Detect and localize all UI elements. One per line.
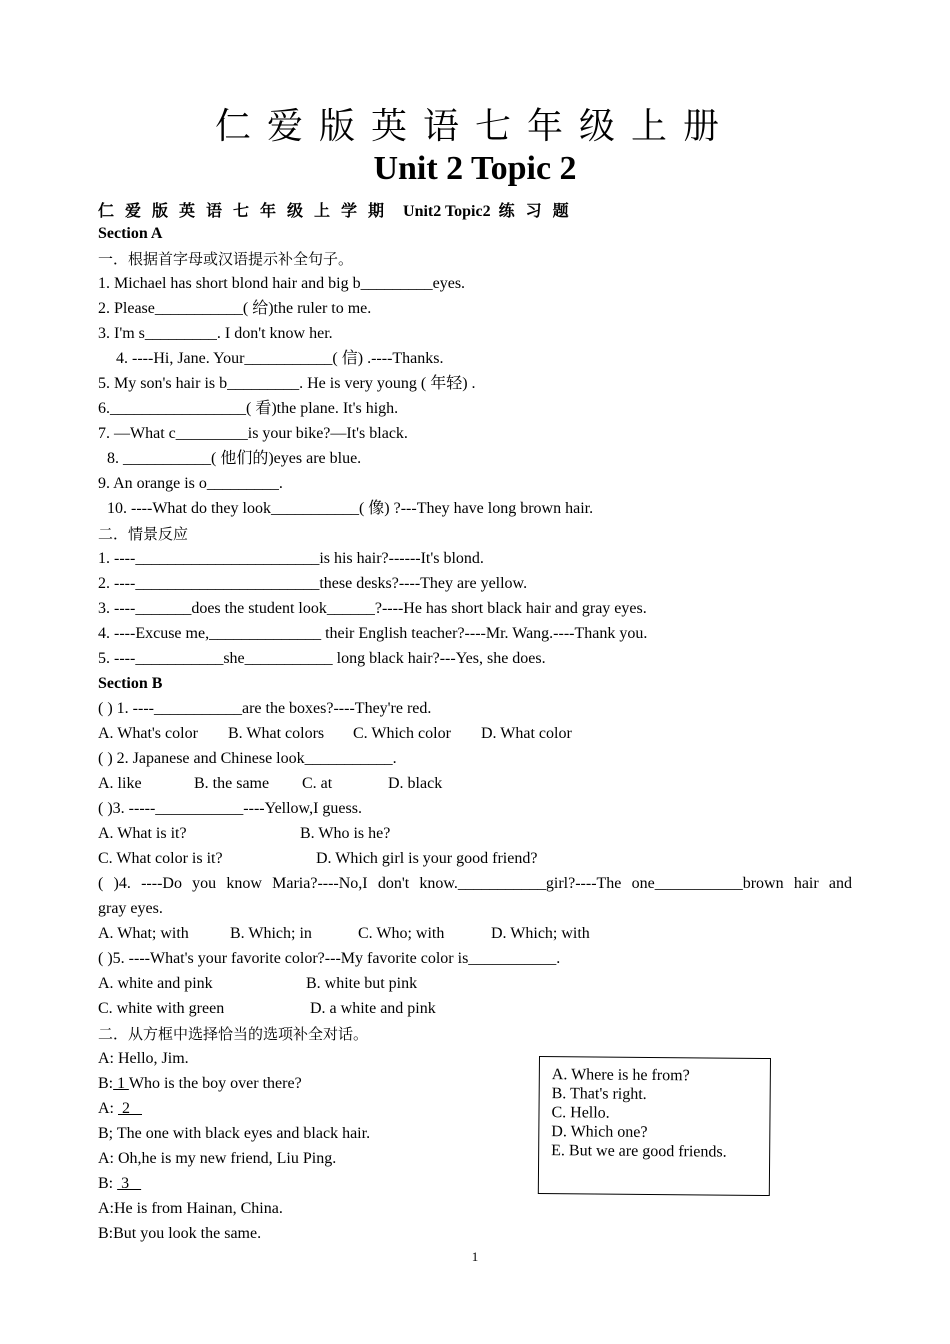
option: A. like: [98, 775, 142, 792]
subtitle-pre: 仁爱版英语七年级上学期: [98, 203, 396, 220]
option: D. What color: [481, 725, 572, 742]
option: D. Which; with: [491, 925, 590, 942]
option: D. Which girl is your good friend?: [316, 850, 538, 867]
part1-item: 1. Michael has short blond hair and big b_________eyes.: [98, 275, 466, 292]
box-option: E. But we are good friends.: [551, 1142, 727, 1161]
section-a-heading: Section A: [98, 225, 163, 242]
box-option: D. Which one?: [551, 1123, 648, 1141]
part1-item: 7. —What c_________is your bike?—It's black.: [98, 425, 408, 442]
option: B. Who is he?: [300, 825, 391, 842]
part2-item: 2. ----_______________________these desks?----They are yellow.: [98, 575, 528, 592]
option: A. What's color: [98, 725, 198, 742]
box-option: C. Hello.: [551, 1104, 610, 1122]
option: C. What color is it?: [98, 850, 223, 867]
option: A. What is it?: [98, 825, 187, 842]
blank-1: 1: [113, 1075, 129, 1092]
question-4: ( )4. ----Do you know Maria?----No,I don't know.___________girl?----The one___________brown hair and: [98, 875, 852, 892]
dialogue-line: [98, 1074, 302, 1094]
part3-heading: 二．从方框中选择恰当的选项补全对话。: [98, 1025, 369, 1043]
part1-item: 6._________________( 看)the plane. It's high.: [98, 400, 399, 417]
title-chinese: 仁爱版英语七年级上册: [214, 106, 735, 147]
option: B. white but pink: [306, 975, 418, 992]
part2-item: 1. ----_______________________is his hair?------It's blond.: [98, 550, 484, 567]
option: B. the same: [194, 775, 270, 792]
dialogue-line: [98, 1174, 141, 1194]
subtitle-mid: Unit2 Topic2: [403, 203, 491, 220]
option: C. Which color: [353, 725, 451, 742]
part2-item: 5. ----___________she___________ long black hair?---Yes, she does.: [98, 650, 546, 667]
section-b-heading: Section B: [98, 675, 163, 692]
option: A. white and pink: [98, 975, 213, 992]
option: B. Which; in: [230, 925, 312, 942]
part1-item: 5. My son's hair is b_________. He is very young ( 年轻) .: [98, 375, 476, 392]
part1-item: 3. I'm s_________. I don't know her.: [98, 325, 333, 342]
subtitle-post: 练习题: [498, 203, 580, 220]
question-4-cont: gray eyes.: [98, 900, 163, 917]
part2-item: 3. ----_______does the student look______?----He has short black hair and gray eyes.: [98, 600, 647, 617]
box-option: A. Where is he from?: [551, 1066, 690, 1085]
box-option: B. That's right.: [551, 1085, 647, 1103]
question-3: ( )3. -----___________----Yellow,I guess.: [98, 800, 362, 817]
blank-3: 3: [117, 1175, 142, 1192]
title-unit-topic: Unit 2 Topic 2: [373, 150, 577, 187]
dialogue-speaker: B:: [98, 1175, 118, 1192]
part1-item: 10. ----What do they look___________( 像) ?---They have long brown hair.: [107, 500, 594, 517]
dialogue-line: A:He is from Hainan, China.: [98, 1200, 283, 1217]
question-2: ( ) 2. Japanese and Chinese look___________.: [98, 750, 397, 767]
part1-item: 4. ----Hi, Jane. Your___________( 信) .----Thanks.: [116, 350, 444, 367]
dialogue-text: Who is the boy over there?: [128, 1075, 302, 1092]
option: C. white with green: [98, 1000, 225, 1017]
part1-heading: 一．根据首字母或汉语提示补全句子。: [98, 250, 354, 268]
question-1: ( ) 1. ----___________are the boxes?----They're red.: [98, 700, 432, 717]
part1-item: 2. Please___________( 给)the ruler to me.: [98, 300, 372, 317]
dialogue-line: B:But you look the same.: [98, 1225, 262, 1242]
part2-item: 4. ----Excuse me,______________ their English teacher?----Mr. Wang.----Thank you.: [98, 625, 648, 642]
dialogue-speaker: B:: [98, 1075, 114, 1092]
option: C. at: [302, 775, 333, 792]
subtitle: [98, 198, 580, 221]
part1-item: 9. An orange is o_________.: [98, 475, 283, 492]
dialogue-line: [98, 1099, 142, 1119]
part1-item: 8. ___________( 他们的)eyes are blue.: [107, 450, 362, 467]
option: C. Who; with: [358, 925, 445, 942]
options-box: [538, 1056, 771, 1196]
option: B. What colors: [228, 725, 325, 742]
question-5: ( )5. ----What's your favorite color?---My favorite color is___________.: [98, 950, 561, 967]
option: D. black: [388, 775, 443, 792]
page-number: 1: [471, 1249, 479, 1264]
option: D. a white and pink: [310, 1000, 436, 1017]
dialogue-line: A: Hello, Jim.: [98, 1050, 189, 1067]
blank-2: 2: [118, 1100, 142, 1117]
dialogue-speaker: A:: [98, 1100, 118, 1117]
option: A. What; with: [98, 925, 189, 942]
part2-heading: 二．情景反应: [98, 525, 189, 543]
dialogue-line: B; The one with black eyes and black hair.: [98, 1125, 371, 1142]
dialogue-line: A: Oh,he is my new friend, Liu Ping.: [98, 1150, 337, 1167]
